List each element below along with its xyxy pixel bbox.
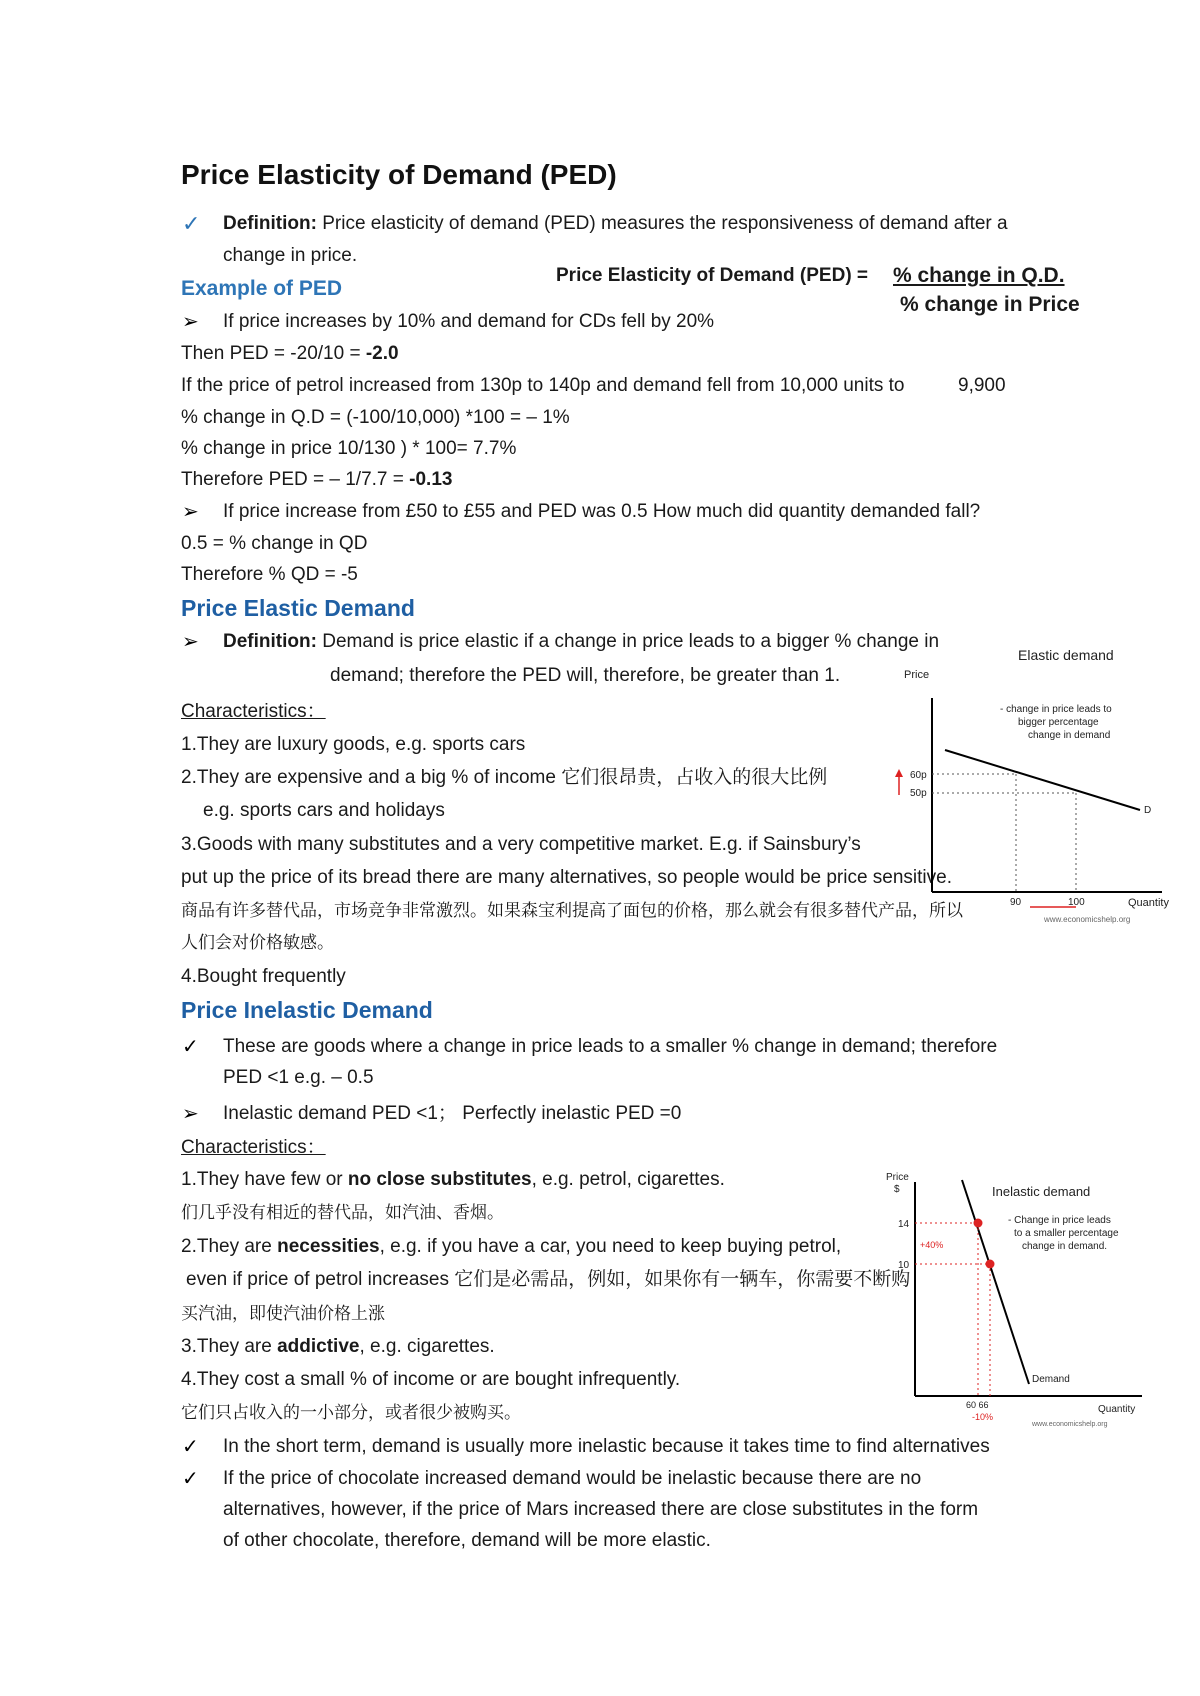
inelastic-chart-note-3: change in demand. — [1022, 1241, 1108, 1252]
formula-numerator: % change in Q.D. — [893, 264, 1065, 287]
arrow-bullet-icon: ➢ — [182, 311, 199, 333]
inelastic-chart-title: Inelastic demand — [992, 1184, 1091, 1199]
elastic-definition-1: Definition: Demand is price elastic if a change in price leads to a bigger % change in — [223, 631, 940, 652]
inelastic-point-14 — [974, 1219, 983, 1228]
inelastic-demand-chart — [882, 1168, 1182, 1430]
elastic-c2: 2.They are expensive and a big % of income 它们很昂贵，占收入的很大比例 — [181, 767, 828, 788]
example-petrol-end: 9,900 — [958, 375, 1006, 396]
definition-line-1: Definition: Price elasticity of demand (PED) measures the responsiveness of demand after a — [223, 213, 1008, 234]
inelastic-demand-line — [962, 1180, 1029, 1384]
example-then: Then PED = -20/10 = -2.0 — [181, 343, 399, 364]
example-heading: Example of PED — [181, 277, 343, 300]
inelastic-tick-q: 60 66 — [966, 1400, 989, 1410]
elastic-c2b: e.g. sports cars and holidays — [203, 800, 445, 821]
inelastic-bullet: Inelastic demand PED <1； Perfectly inelastic PED =0 — [223, 1103, 682, 1124]
elastic-tick-100: 100 — [1068, 897, 1085, 908]
example-qd: % change in Q.D = (-100/10,000) *100 = – 1% — [181, 407, 570, 428]
inelastic-chart-note-2: to a smaller percentage — [1014, 1228, 1119, 1239]
elastic-c3: 3.Goods with many substitutes and a very competitive market. E.g. if Sainsbury’s — [181, 834, 861, 855]
elastic-price-arrowhead — [895, 769, 903, 777]
inelastic-heading: Price Inelastic Demand — [181, 997, 433, 1023]
inelastic-tick-3-line-3: of other chocolate, therefore, demand will be more elastic. — [223, 1530, 711, 1551]
check-icon: ✓ — [182, 1468, 199, 1490]
inelastic-c3: 3.They are addictive, e.g. cigarettes. — [181, 1336, 495, 1357]
inelastic-chart-y-unit: $ — [894, 1184, 900, 1195]
inelastic-chart-note-1: - Change in price leads — [1008, 1215, 1111, 1226]
inelastic-tick-1-line-1: These are goods where a change in price leads to a smaller % change in demand; therefore — [223, 1036, 998, 1057]
inelastic-tick-3-line-1: If the price of chocolate increased demand would be inelastic because there are no — [223, 1468, 922, 1489]
elastic-chart-note-3: change in demand — [1028, 730, 1111, 741]
example-bullet-2: If price increase from £50 to £55 and PED was 0.5 How much did quantity demanded fall? — [223, 501, 981, 522]
elastic-chart-credit: www.economicshelp.org — [1044, 915, 1131, 924]
example-bullet-1: If price increases by 10% and demand for CDs fell by 20% — [223, 311, 715, 332]
inelastic-chart-y-label: Price — [886, 1172, 909, 1183]
inelastic-c2: 2.They are necessities, e.g. if you have a car, you need to keep buying petrol, — [181, 1236, 842, 1257]
inelastic-c2b: even if price of petrol increases 它们是必需品，例如，如果你有一辆车，你需要不断购 — [186, 1269, 911, 1290]
elastic-chart-note-2: bigger percentage — [1018, 717, 1099, 728]
arrow-bullet-icon: ➢ — [182, 1103, 199, 1125]
elastic-demand-chart — [890, 647, 1190, 930]
inelastic-chart-credit: www.economicshelp.org — [1032, 1421, 1108, 1428]
elastic-tick-50p: 50p — [910, 788, 927, 799]
elastic-curve-label: D — [1144, 805, 1152, 816]
example-price: % change in price 10/130 ) * 100= 7.7% — [181, 438, 517, 459]
elastic-chart-title: Elastic demand — [1018, 647, 1114, 663]
elastic-c1: 1.They are luxury goods, e.g. sports cars — [181, 734, 526, 755]
inelastic-c4-chinese: 它们只占收入的一小部分，或者很少被购买。 — [181, 1403, 521, 1423]
elastic-demand-line — [945, 750, 1140, 810]
elastic-chart-note-1: - change in price leads to — [1000, 704, 1112, 715]
elastic-c3-chinese-1: 商品有许多替代品，市场竞争非常激烈。如果森宝利提高了面包的价格，那么就会有很多替代产品，所以 — [181, 901, 963, 921]
elastic-tick-60p: 60p — [910, 770, 927, 781]
check-icon: ✓ — [182, 1036, 199, 1058]
inelastic-tick-10: 10 — [898, 1260, 910, 1271]
inelastic-c2-chinese: 买汽油，即使汽油价格上涨 — [181, 1304, 385, 1324]
elastic-c3b: put up the price of its bread there are many alternatives, so people would be price sensitive. — [181, 867, 952, 888]
inelastic-c1-chinese: 们几乎没有相近的替代品，如汽油、香烟。 — [181, 1203, 504, 1223]
definition-label: Definition: — [223, 213, 317, 234]
inelastic-tick-3-line-2: alternatives, however, if the price of Mars increased there are close substitutes in the form — [223, 1499, 979, 1520]
elastic-heading: Price Elastic Demand — [181, 595, 415, 621]
formula-denominator: % change in Price — [900, 293, 1080, 316]
inelastic-pct-qty: -10% — [972, 1412, 994, 1422]
elastic-definition-2: demand; therefore the PED will, therefore, be greater than 1. — [330, 665, 841, 686]
arrow-bullet-icon: ➢ — [182, 631, 199, 653]
inelastic-chart-x-label: Quantity — [1098, 1404, 1136, 1415]
elastic-chart-x-label: Quantity — [1128, 897, 1169, 909]
example-05: 0.5 = % change in QD — [181, 533, 368, 554]
inelastic-tick-14: 14 — [898, 1219, 910, 1230]
example-therefore: Therefore PED = – 1/7.7 = -0.13 — [181, 469, 453, 490]
elastic-c4: 4.Bought frequently — [181, 966, 346, 987]
inelastic-characteristics-heading: Characteristics： — [181, 1137, 326, 1158]
inelastic-tick-1-line-2: PED <1 e.g. – 0.5 — [223, 1067, 374, 1088]
elastic-c3-chinese-2: 人们会对价格敏感。 — [181, 933, 334, 953]
inelastic-curve-label: Demand — [1032, 1374, 1070, 1385]
example-petrol: If the price of petrol increased from 130p to 140p and demand fell from 10,000 units to — [181, 375, 905, 396]
page-title: Price Elasticity of Demand (PED) — [181, 159, 617, 190]
example-qd5: Therefore % QD = -5 — [181, 564, 358, 585]
check-icon: ✓ — [182, 1436, 199, 1458]
formula-lhs: Price Elasticity of Demand (PED) = — [556, 265, 869, 286]
inelastic-tick-2: In the short term, demand is usually more inelastic because it takes time to find alternatives — [223, 1436, 990, 1457]
inelastic-pct-price: +40% — [920, 1240, 944, 1250]
elastic-tick-90: 90 — [1010, 897, 1022, 908]
inelastic-point-10 — [986, 1260, 995, 1269]
elastic-chart-y-label: Price — [904, 669, 930, 681]
definition-line-2: change in price. — [223, 245, 358, 266]
inelastic-c1: 1.They have few or no close substitutes, e.g. petrol, cigarettes. — [181, 1169, 725, 1190]
elastic-characteristics-heading: Characteristics： — [181, 701, 326, 722]
arrow-bullet-icon: ➢ — [182, 501, 199, 523]
inelastic-c4: 4.They cost a small % of income or are bought infrequently. — [181, 1369, 681, 1390]
check-icon: ✓ — [182, 211, 201, 236]
